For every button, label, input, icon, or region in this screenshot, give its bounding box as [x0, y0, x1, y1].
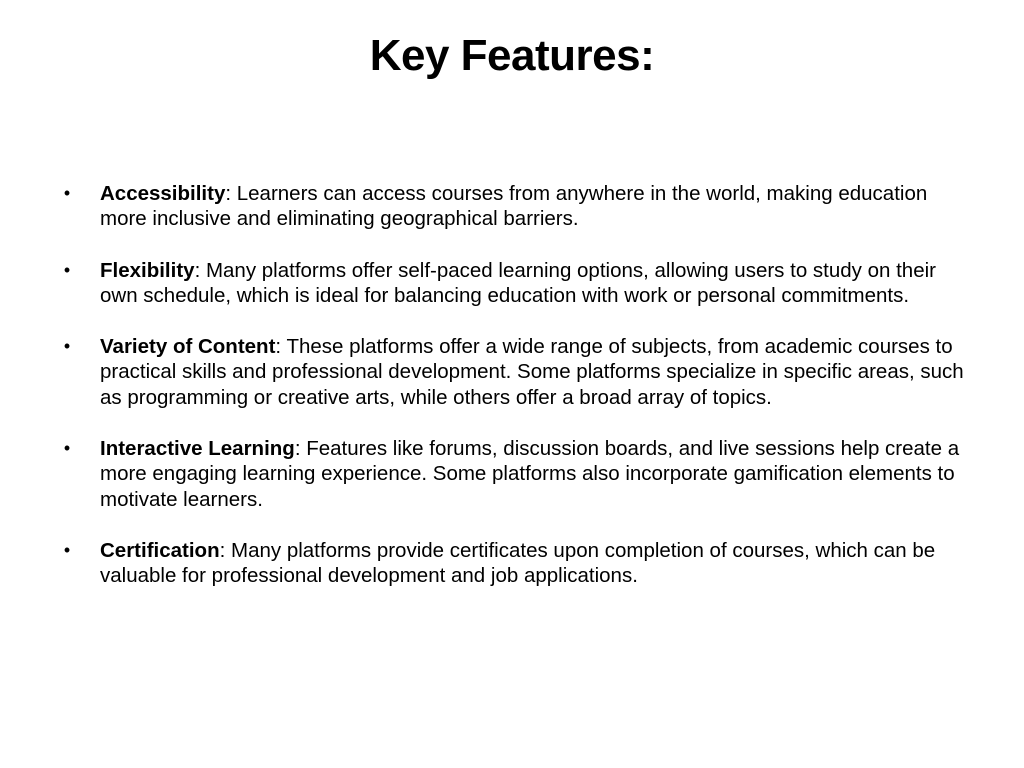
item-label: Accessibility — [100, 182, 226, 205]
item-label: Certification — [100, 538, 220, 562]
item-label: Variety of Content — [100, 335, 276, 359]
list-item — [60, 258, 970, 309]
item-text: : Many platforms offer self-paced learning options, allowing users to study on their own schedule, which is ideal for balancing education with work or personal commitments. — [100, 258, 936, 307]
bullet-icon: • — [63, 438, 71, 459]
bullet-icon: • — [63, 183, 71, 203]
feature-list — [60, 181, 970, 615]
list-item — [60, 334, 970, 410]
item-text: : Many platforms provide certificates upon completion of courses, which can be valuable for professional development and job applications. — [100, 538, 936, 588]
bullet-icon: • — [63, 336, 71, 357]
item-text: : Learners can access courses from anywhere in the world, making education more inclusive and eliminating geographical barriers. — [100, 182, 928, 231]
list-item — [60, 538, 970, 589]
slide-title: Key Features: — [369, 31, 655, 80]
list-item — [60, 436, 970, 512]
item-text: : Features like forums, discussion boards, and live sessions help create a more engaging learning experience. Some platforms also incorporate gamification elements to motivate learners. — [100, 437, 960, 511]
item-label: Flexibility — [100, 258, 195, 282]
bullet-icon: • — [63, 539, 71, 560]
bullet-icon: • — [63, 259, 71, 280]
item-label: Interactive Learning — [100, 437, 295, 461]
list-item — [60, 181, 970, 232]
item-text: : These platforms offer a wide range of subjects, from academic courses to practical skills and professional development. Some platforms specialize in specific areas, such as programming or creative arts, while others offer a broad array of topics. — [100, 335, 964, 409]
